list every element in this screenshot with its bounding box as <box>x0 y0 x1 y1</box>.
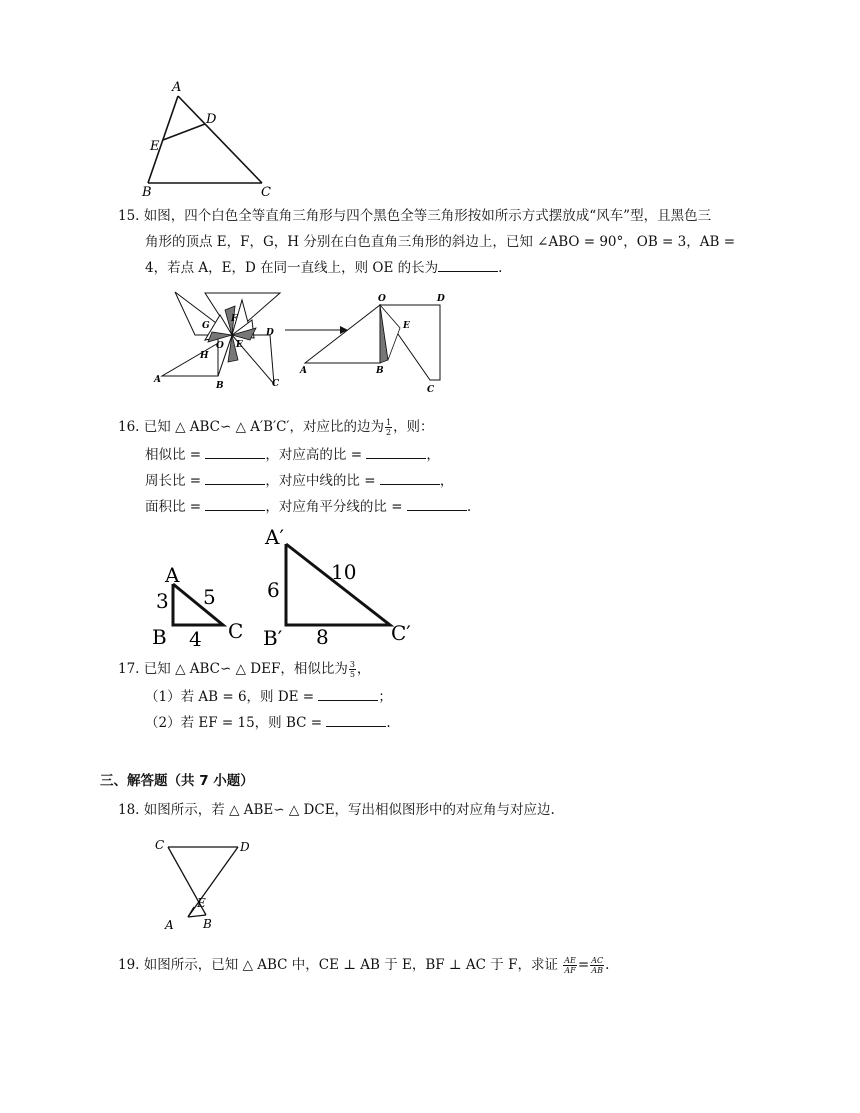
q16-label: 面积比 = <box>145 499 202 515</box>
fig16-big-C: C′ <box>391 621 411 645</box>
fig15-right-O: O <box>378 294 386 304</box>
q17-punct: ； <box>378 689 392 705</box>
q17-text-1: 已知 △ ABC∽ △ DEF，相似比为 <box>143 661 348 677</box>
fig16-small-A: A <box>165 563 180 587</box>
fig15-left-O: O <box>216 341 224 351</box>
q17-number: 17. <box>118 661 140 677</box>
q17-punct: . <box>386 715 391 731</box>
fig16-big-B: B′ <box>263 626 283 650</box>
figure-q14 <box>130 78 290 203</box>
answer-blank <box>205 446 265 459</box>
fraction <box>349 660 356 679</box>
q16-label: ，对应角平分线的比 = <box>265 499 403 515</box>
fig16-small-B: B <box>152 625 167 649</box>
q15-line2 <box>145 233 735 251</box>
fig15-right-B: B <box>376 366 384 376</box>
q19-number: 19. <box>118 957 140 973</box>
q17-line1 <box>118 660 370 679</box>
fraction <box>563 956 577 975</box>
q19-end: . <box>605 957 610 973</box>
q17-text-1b: ， <box>356 661 371 677</box>
label-E: E <box>150 139 160 154</box>
q15-text-2: 角形的顶点 E，F，G，H 分别在白色直角三角形的斜边上，已知 ∠ABO = 90°，OB = 3，AB = <box>145 234 736 250</box>
q16-number: 16. <box>118 419 140 435</box>
q16-punct: ， <box>439 473 454 489</box>
fig18-C: C <box>155 838 165 852</box>
label-C: C <box>261 185 271 200</box>
fraction-denominator: 5 <box>349 670 355 679</box>
fig15-right-E: E <box>403 321 410 331</box>
label-A: A <box>172 80 182 95</box>
fig18-B: B <box>203 917 212 931</box>
answer-blank <box>380 472 440 485</box>
fig15-left-F: F <box>231 314 238 324</box>
q16-text-1: 已知 △ ABC∽ △ A′B′C′，对应比的边为 <box>143 419 384 435</box>
figure-q18 <box>150 835 270 935</box>
fraction <box>590 956 604 975</box>
fig15-right-A: A <box>300 366 307 376</box>
q16-row3 <box>145 498 471 516</box>
q19-text: 如图所示，已知 △ ABC 中，CE ⊥ AB 于 E，BF ⊥ AC 于 F，求证 <box>143 957 558 973</box>
fig16-big-ac: 10 <box>331 560 357 584</box>
q15-text-1: 如图，四个白色全等直角三角形与四个黑色全等三角形按如所示方式摆放成“风车”型，且黑色三 <box>143 208 712 224</box>
fig15-left-E: E <box>236 340 243 350</box>
q17-part1 <box>145 688 392 706</box>
q16-text-1b: ，则： <box>393 419 434 435</box>
q16-label: 相似比 = <box>145 447 202 463</box>
fraction-denominator: 2 <box>385 428 392 437</box>
q18-line1 <box>118 801 555 819</box>
fig15-left-H: H <box>200 351 209 361</box>
q15-text-3: 4，若点 A，E，D 在同一直线上，则 OE 的长为 <box>145 260 439 276</box>
q17-part2-text: （2）若 EF = 15，则 BC = <box>145 715 323 731</box>
q15-number: 15. <box>118 208 140 224</box>
answer-blank <box>438 259 498 272</box>
fraction-numerator: 3 <box>349 660 355 669</box>
section-heading: 三、解答题（共 7 小题） <box>100 773 254 789</box>
q15-line1 <box>118 207 711 225</box>
fig15-right-C: C <box>427 385 435 395</box>
answer-blank <box>205 498 265 511</box>
q16-label: ，对应中线的比 = <box>265 473 376 489</box>
fraction-numerator: AE <box>564 956 576 965</box>
answer-blank <box>326 714 386 727</box>
fig16-big-A: A′ <box>265 525 284 549</box>
answer-blank <box>366 446 426 459</box>
fig18-E: E <box>197 896 206 910</box>
fig16-small-ab: 3 <box>156 589 169 613</box>
answer-blank <box>205 472 265 485</box>
figure-q16 <box>145 522 435 652</box>
figure-q15 <box>150 280 450 395</box>
q16-label: ，对应高的比 = <box>265 447 363 463</box>
q15-line3 <box>145 259 502 277</box>
fig15-left-A: A <box>154 375 161 385</box>
fig16-big-ab: 6 <box>267 578 280 602</box>
q16-row2 <box>145 472 453 490</box>
q15-end: . <box>498 260 503 276</box>
fig18-A: A <box>165 918 174 932</box>
fraction-numerator: 1 <box>385 418 392 427</box>
fig15-left-D: D <box>266 328 274 338</box>
fig16-small-C: C <box>228 619 244 643</box>
fig15-left-G: G <box>202 321 210 331</box>
answer-blank <box>407 498 467 511</box>
q16-label: 周长比 = <box>145 473 202 489</box>
fraction-denominator: AB <box>591 966 603 975</box>
fraction <box>385 418 392 437</box>
label-B: B <box>142 185 152 200</box>
fraction-numerator: AC <box>591 956 604 965</box>
q18-number: 18. <box>118 802 140 818</box>
fig15-left-B: B <box>216 381 224 391</box>
fig16-small-ac: 5 <box>203 585 216 609</box>
fig16-small-bc: 4 <box>189 627 202 651</box>
q18-text: 如图所示，若 △ ABE∽ △ DCE，写出相似图形中的对应角与对应边. <box>143 802 555 818</box>
q17-part1-text: （1）若 AB = 6，则 DE = <box>145 689 315 705</box>
fig15-left-C: C <box>272 379 280 389</box>
fig15-right-D: D <box>437 294 445 304</box>
equals-sign: = <box>577 957 590 973</box>
q19-line1 <box>118 956 609 975</box>
q17-part2 <box>145 714 391 732</box>
q16-line1 <box>118 418 434 437</box>
fig18-D: D <box>240 840 250 854</box>
label-D: D <box>206 112 217 127</box>
fig16-big-bc: 8 <box>316 625 329 649</box>
q16-row1 <box>145 446 440 464</box>
q16-punct: . <box>466 499 472 515</box>
fraction-denominator: AF <box>564 966 576 975</box>
answer-blank <box>318 688 378 701</box>
q16-punct: ， <box>426 447 440 463</box>
